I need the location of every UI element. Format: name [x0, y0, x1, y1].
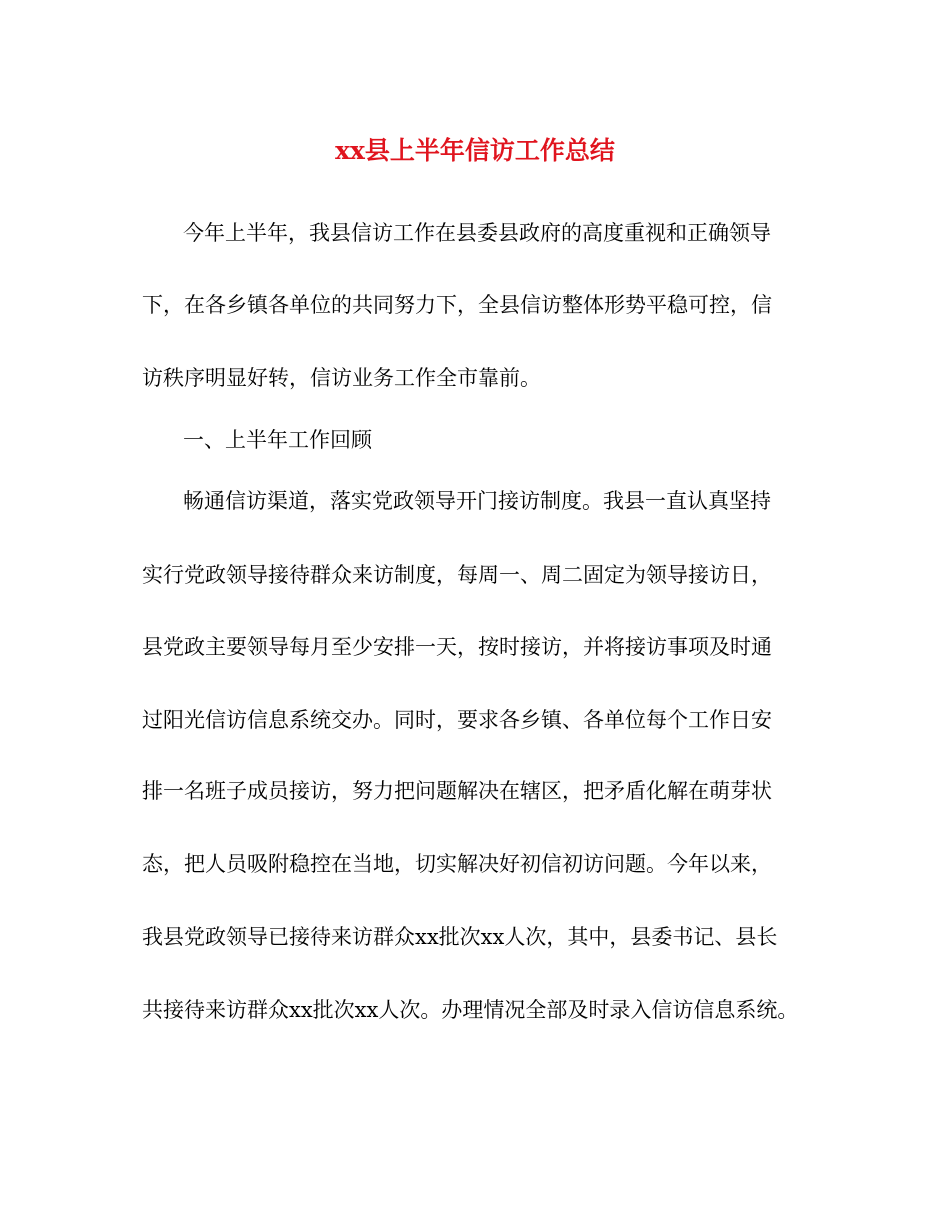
paragraph-line: 我县党政领导已接待来访群众xx批次xx人次，其中，县委书记、县长 — [142, 925, 778, 949]
paragraph-line: 态，把人员吸附稳控在当地，切实解决好初信初访问题。今年以来， — [142, 852, 772, 876]
paragraph-line: 畅通信访渠道，落实党政领导开门接访制度。我县一直认真坚持 — [183, 489, 771, 513]
paragraph-line: 共接待来访群众xx批次xx人次。办理情况全部及时录入信访信息系统。 — [142, 998, 799, 1022]
paragraph-line: 访秩序明显好转，信访业务工作全市靠前。 — [142, 366, 541, 390]
paragraph-line: 实行党政领导接待群众来访制度，每周一、周二固定为领导接访日， — [142, 563, 772, 587]
document-title: xx县上半年信访工作总结 — [335, 136, 615, 165]
section-heading-text: 一、上半年工作回顾 — [183, 428, 372, 452]
paragraph-line: 今年上半年，我县信访工作在县委县政府的高度重视和正确领导 — [183, 221, 771, 245]
paragraph-line: 过阳光信访信息系统交办。同时，要求各乡镇、各单位每个工作日安 — [142, 708, 772, 732]
paragraph-line: 下，在各乡镇各单位的共同努力下，全县信访整体形势平稳可控，信 — [142, 293, 772, 317]
paragraph-line: 排一名班子成员接访，努力把问题解决在辖区，把矛盾化解在萌芽状 — [142, 779, 772, 803]
paragraph-line: 县党政主要领导每月至少安排一天，按时接访，并将接访事项及时通 — [142, 635, 772, 659]
